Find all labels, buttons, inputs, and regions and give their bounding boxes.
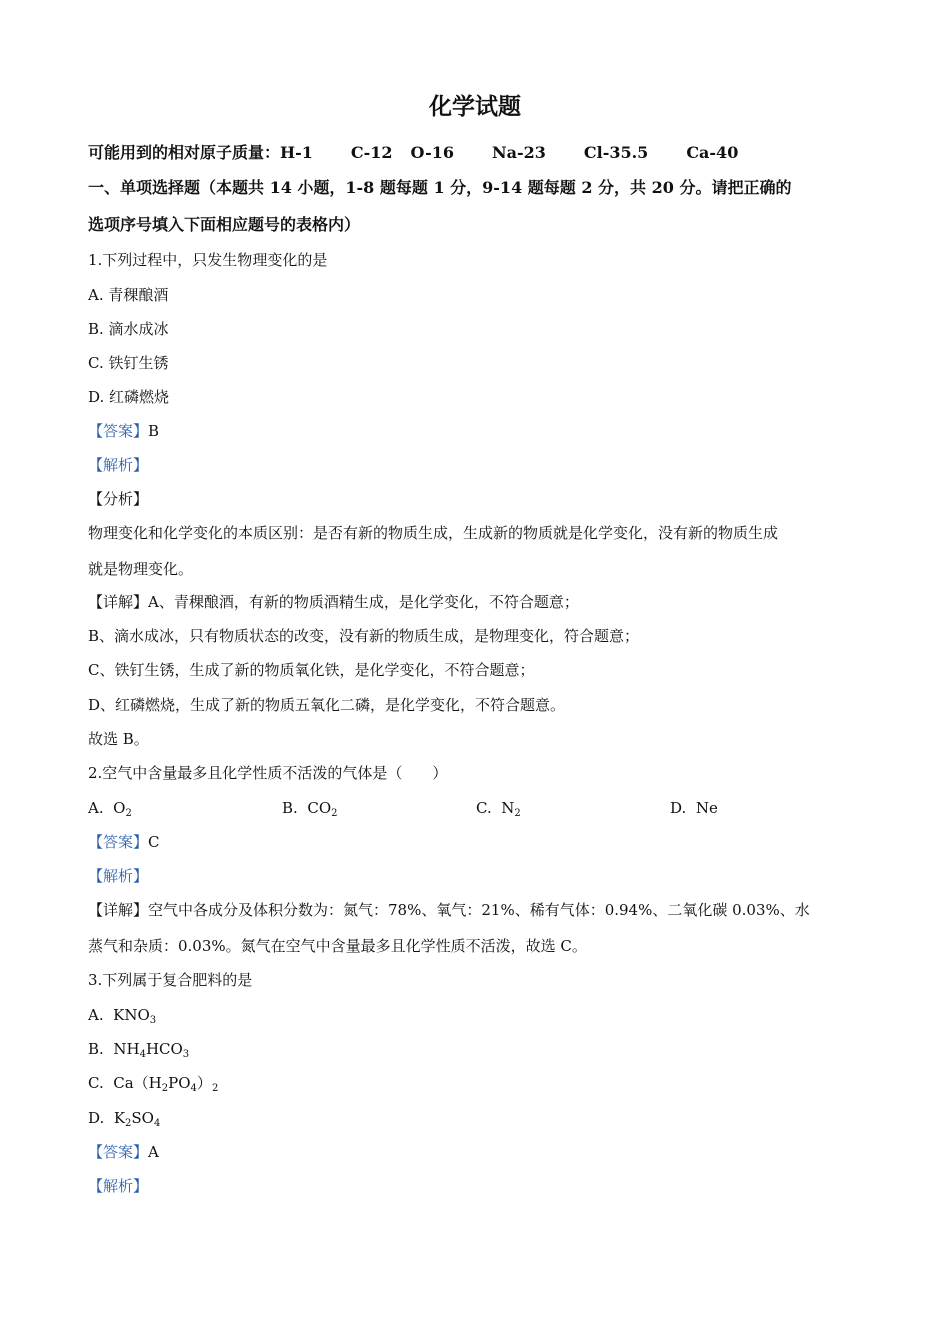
q1-detail-d: D、红磷燃烧，生成了新的物质五氧化二磷，是化学变化，不符合题意。 (88, 696, 566, 714)
answer-tag: 【答案】 (88, 1143, 149, 1161)
q3-option-c: C. $Ca(H_2PO_4)_2$ (88, 1074, 219, 1094)
q3-analysis (88, 1176, 148, 1196)
q1-detail-b: B、滴水成冰，只有物质状态的改变，没有新的物质生成，是物理变化，符合题意； (88, 627, 640, 645)
atomic-mass-item: C-12 (350, 143, 393, 162)
detail-tag: 【详解】 (88, 901, 149, 919)
atomic-mass-item: Ca-40 (686, 143, 739, 162)
q1-answer-value: B (148, 422, 160, 440)
q2-option-c: C. $N_2$ (476, 799, 521, 819)
section-heading-line2: 选项序号填入下面相应题号的表格内） (88, 215, 361, 234)
q1-option-d: D. 红磷燃烧 (88, 388, 170, 406)
q3-stem: 3.下列属于复合肥料的是 (88, 971, 253, 989)
q3-option-a: A. $KNO_3$ (88, 1006, 157, 1026)
answer-tag: 【答案】 (88, 422, 149, 440)
q1-analysis (88, 455, 148, 475)
q3-option-b: B. $NH_4HCO_3$ (88, 1040, 190, 1060)
atomic-mass-item: O-16 (410, 143, 454, 162)
analysis-tag: 【解析】 (88, 867, 149, 885)
q2-option-d: D. Ne (670, 799, 718, 817)
q1-fenxi-tag: 【分析】 (88, 490, 149, 508)
q3-answer-value: A (148, 1143, 159, 1161)
q1-option-a: A. 青稞酿酒 (88, 286, 169, 304)
q1-detail-c: C、铁钉生锈，生成了新的物质氧化铁，是化学变化，不符合题意； (88, 661, 535, 679)
q1-detail-a: 【详解】A、青稞酿酒，有新的物质酒精生成，是化学变化，不符合题意； (88, 593, 579, 611)
q2-detail-line2: 蒸气和杂质：0.03%。氮气在空气中含量最多且化学性质不活泼，故选 C。 (88, 937, 587, 955)
q1-conclusion: 故选 B。 (88, 730, 149, 748)
analysis-tag: 【解析】 (88, 456, 149, 474)
section-heading-line1: 一、单项选择题（本题共 14 小题，1-8 题每题 1 分，9-14 题每题 2 分，共 20 分。请把正确的 (88, 178, 792, 197)
page-title: 化学试题 (429, 93, 521, 120)
q3-option-d: D. $K_2SO_4$ (88, 1109, 161, 1129)
atomic-masses-line (88, 143, 738, 163)
q2-detail-line1: 【详解】空气中各成分及体积分数为：氮气：78%、氧气：21%、稀有气体：0.94%、二氧化碳 0.03%、水 (88, 901, 810, 919)
atomic-mass-item: H-1 (280, 143, 313, 162)
atomic-mass-item: Na-23 (491, 143, 546, 162)
q3-answer (88, 1142, 159, 1162)
atomic-mass-item: Cl-35.5 (583, 143, 649, 162)
q2-stem: 2.空气中含量最多且化学性质不活泼的气体是（ ） (88, 764, 448, 782)
q1-fenxi-line2: 就是物理变化。 (88, 560, 194, 578)
analysis-tag: 【解析】 (88, 1177, 149, 1195)
q1-fenxi-line1: 物理变化和化学变化的本质区别：是否有新的物质生成，生成新的物质就是化学变化，没有新的物质生成 (88, 524, 779, 542)
answer-tag: 【答案】 (88, 833, 149, 851)
q2-analysis (88, 866, 148, 886)
q2-answer (88, 832, 160, 852)
q2-answer-value: C (148, 833, 160, 851)
q2-option-a: A. $O_2$ (88, 799, 132, 819)
q2-option-b: B. $CO_2$ (282, 799, 338, 819)
q1-answer (88, 421, 159, 441)
q1-option-b: B. 滴水成冰 (88, 320, 169, 338)
q1-option-c: C. 铁钉生锈 (88, 354, 169, 372)
q1-stem: 1.下列过程中，只发生物理变化的是 (88, 251, 328, 269)
detail-tag: 【详解】 (88, 593, 149, 611)
atomic-masses-label: 可能用到的相对原子质量： (88, 143, 281, 162)
